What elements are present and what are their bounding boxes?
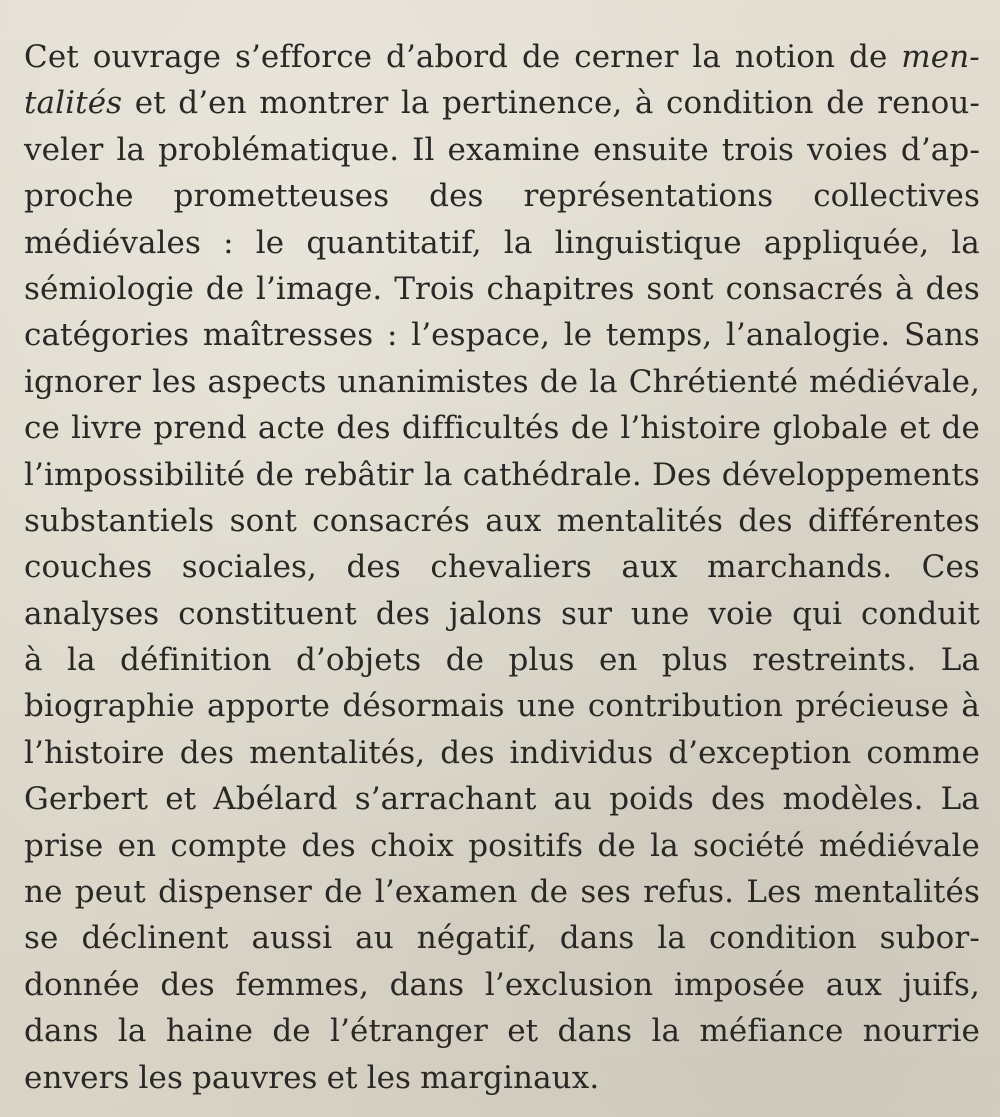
text-line xyxy=(24,266,980,312)
word: examine xyxy=(447,131,581,168)
word: catégories xyxy=(24,317,190,354)
word: différentes xyxy=(807,502,980,539)
word: comme xyxy=(866,734,980,771)
word: le xyxy=(563,317,593,354)
word: appliquée, xyxy=(763,224,930,261)
word: et xyxy=(326,1059,358,1096)
word: renou- xyxy=(877,85,980,122)
word: nourrie xyxy=(862,1013,980,1050)
word: choix xyxy=(370,827,454,864)
word: au xyxy=(553,781,593,818)
word: l’analogie. xyxy=(725,317,891,354)
word: société xyxy=(692,827,805,864)
word: l’examen xyxy=(374,874,518,911)
text-line xyxy=(24,823,980,869)
text-line xyxy=(24,359,980,405)
word: mentalités xyxy=(813,874,980,911)
word: sur xyxy=(561,595,613,632)
word: des xyxy=(160,966,215,1003)
text-line xyxy=(24,591,980,637)
text-line xyxy=(24,173,980,219)
word: apporte xyxy=(206,688,331,725)
word: à xyxy=(24,642,43,679)
word: positifs xyxy=(468,827,584,864)
word: de xyxy=(826,85,865,122)
word: des xyxy=(375,595,431,632)
word: sont xyxy=(646,270,714,307)
word: unanimistes xyxy=(337,363,529,400)
word: désormais xyxy=(342,688,505,725)
word: marginaux. xyxy=(420,1059,600,1096)
word: conduit xyxy=(861,595,980,632)
text-line xyxy=(24,80,980,126)
word: maîtresses xyxy=(202,317,374,354)
word: cerner xyxy=(574,39,679,75)
word: contribution xyxy=(587,688,784,725)
word: Les xyxy=(746,874,802,911)
word: Ces xyxy=(921,549,980,586)
word: rebâtir xyxy=(304,456,414,493)
word: plus xyxy=(661,642,728,679)
text-line xyxy=(24,915,980,961)
word: la xyxy=(657,920,686,957)
word: des xyxy=(925,270,980,307)
word: les xyxy=(138,1059,183,1096)
word: peut xyxy=(74,874,146,911)
word: la xyxy=(116,131,146,168)
word: d’abord xyxy=(386,39,509,75)
word: de xyxy=(849,39,888,75)
word: précieuse xyxy=(795,688,950,725)
word: condition xyxy=(666,85,814,122)
text-line xyxy=(24,127,980,173)
word: temps, xyxy=(605,317,713,354)
word: la xyxy=(589,363,618,400)
word: Il xyxy=(412,131,435,168)
word: : xyxy=(387,317,398,354)
word: des xyxy=(440,734,495,771)
word: dans xyxy=(24,1013,99,1050)
word: dispenser xyxy=(158,874,312,911)
word: le xyxy=(255,224,285,261)
word: constituent xyxy=(178,595,357,632)
word: notion xyxy=(734,39,836,75)
word: proche xyxy=(24,178,134,215)
word: de xyxy=(445,642,485,679)
word: ce xyxy=(24,410,60,447)
word: envers xyxy=(24,1059,130,1096)
word: l’image. xyxy=(255,270,383,307)
word: médiévale xyxy=(818,827,980,864)
word: sociales, xyxy=(181,549,318,586)
word: sémiologie xyxy=(24,270,194,307)
word: des xyxy=(301,827,356,864)
italic-word: men- xyxy=(901,39,980,75)
word: se xyxy=(24,920,59,957)
text-line xyxy=(24,312,980,358)
word: à xyxy=(895,270,914,307)
italic-word: talités xyxy=(24,85,123,122)
text-line xyxy=(24,637,980,683)
word: les xyxy=(366,1059,412,1096)
text-line xyxy=(24,776,980,822)
word: la xyxy=(67,642,96,679)
word: substantiels xyxy=(24,502,215,539)
word: l’exclusion xyxy=(484,966,654,1003)
word: médiévale, xyxy=(809,363,980,400)
word: une xyxy=(630,595,690,632)
word: au xyxy=(355,920,394,957)
word: de xyxy=(205,270,245,307)
word: aspects xyxy=(207,363,327,400)
word: une xyxy=(516,688,576,725)
word: et xyxy=(165,781,197,818)
word: ne xyxy=(24,874,63,911)
word: difficultés xyxy=(401,410,560,447)
word: condition xyxy=(708,920,857,957)
word: en xyxy=(117,827,157,864)
word: des xyxy=(710,781,766,818)
word: Des xyxy=(652,456,712,493)
word: refus. xyxy=(643,874,735,911)
word: subor- xyxy=(879,920,980,957)
word: chapitres xyxy=(486,270,635,307)
word: déclinent xyxy=(81,920,229,957)
word: méfiance xyxy=(699,1013,844,1050)
word: à xyxy=(634,85,654,122)
word: analyses xyxy=(24,595,160,632)
word: biographie xyxy=(24,688,195,725)
word: quantitatif, xyxy=(306,224,482,261)
text-line xyxy=(24,220,980,266)
word: l’étranger xyxy=(330,1013,488,1050)
word: des xyxy=(346,549,401,586)
word: de xyxy=(521,39,561,75)
word: en xyxy=(598,642,638,679)
word: la xyxy=(117,1013,147,1050)
word: et xyxy=(134,85,166,122)
word: Gerbert xyxy=(24,781,149,818)
word: plus xyxy=(508,642,575,679)
text-line xyxy=(24,452,980,498)
word: des xyxy=(738,502,793,539)
word: qui xyxy=(792,595,843,632)
word: problématique. xyxy=(158,131,400,168)
word: aux xyxy=(621,549,678,586)
word: de xyxy=(255,456,294,493)
word: La xyxy=(940,781,980,818)
word: juifs, xyxy=(902,966,980,1003)
word: Sans xyxy=(903,317,980,354)
word: la xyxy=(650,827,679,864)
word: la xyxy=(503,224,533,261)
word: restreints. xyxy=(752,642,917,679)
word: s’arrachant xyxy=(354,781,537,818)
word: prise xyxy=(24,827,104,864)
word: des xyxy=(336,410,391,447)
word: et xyxy=(507,1013,539,1050)
text-line xyxy=(24,1055,980,1101)
word: marchands. xyxy=(707,549,893,586)
word: l’histoire xyxy=(24,734,165,771)
text-line xyxy=(24,962,980,1008)
word: pauvres xyxy=(191,1059,318,1096)
word: jalons xyxy=(448,595,543,632)
word: l’espace, xyxy=(411,317,551,354)
word: à xyxy=(961,688,980,725)
word: veler xyxy=(24,131,104,168)
word: haine xyxy=(165,1013,254,1050)
word: la xyxy=(651,1013,681,1050)
word: la xyxy=(692,39,721,75)
word: sont xyxy=(229,502,297,539)
word: la xyxy=(951,224,980,261)
word: l’histoire xyxy=(620,410,762,447)
word: trois xyxy=(721,131,795,168)
word: livre xyxy=(71,410,143,447)
word: de xyxy=(941,410,980,447)
word: globale xyxy=(772,410,889,447)
word: prometteuses xyxy=(173,178,390,215)
word: de xyxy=(272,1013,311,1050)
word: des xyxy=(179,734,235,771)
word: individus xyxy=(509,734,654,771)
word: : xyxy=(223,224,234,261)
word: prend xyxy=(153,410,247,447)
word: les xyxy=(152,363,197,400)
word: poids xyxy=(609,781,694,818)
word: de xyxy=(324,874,363,911)
word: aussi xyxy=(251,920,333,957)
word: aux xyxy=(485,502,542,539)
word: ignorer xyxy=(24,363,142,400)
word: de xyxy=(570,410,610,447)
word: imposée xyxy=(673,966,806,1003)
word: des xyxy=(429,178,484,215)
word: cathédrale. xyxy=(462,456,642,493)
word: ensuite xyxy=(593,131,709,168)
word: consacrés xyxy=(725,270,884,307)
word: pertinence, xyxy=(442,85,623,122)
text-line xyxy=(24,34,980,80)
word: et xyxy=(899,410,931,447)
word: la xyxy=(400,85,430,122)
word: d’exception xyxy=(668,734,852,771)
word: négatif, xyxy=(416,920,537,957)
word: l’impossibilité xyxy=(24,456,246,493)
word: dans xyxy=(557,1013,633,1050)
word: d’ap- xyxy=(900,131,980,168)
word: mentalités, xyxy=(249,734,426,771)
word: d’en xyxy=(178,85,247,122)
word: d’objets xyxy=(295,642,422,679)
word: représentations xyxy=(523,178,774,215)
word: femmes, xyxy=(235,966,369,1003)
word: voie xyxy=(708,595,774,632)
text-line xyxy=(24,683,980,729)
word: de xyxy=(597,827,636,864)
word: montrer xyxy=(259,85,389,122)
word: la xyxy=(423,456,453,493)
word: Chrétienté xyxy=(628,363,799,400)
word: chevaliers xyxy=(430,549,592,586)
word: Trois xyxy=(394,270,475,307)
word: donnée xyxy=(24,966,140,1003)
word: mentalités xyxy=(556,502,723,539)
word: aux xyxy=(825,966,882,1003)
word: compte xyxy=(170,827,288,864)
text-line xyxy=(24,1008,980,1054)
word: ouvrage xyxy=(92,39,222,75)
word: dans xyxy=(389,966,465,1003)
word: médiévales xyxy=(24,224,202,261)
word: Abélard xyxy=(213,781,338,818)
text-line xyxy=(24,869,980,915)
word: La xyxy=(940,642,980,679)
word: consacrés xyxy=(312,502,470,539)
word: linguistique xyxy=(554,224,742,261)
word: acte xyxy=(257,410,325,447)
word: ses xyxy=(580,874,631,911)
text-line xyxy=(24,730,980,776)
word: définition xyxy=(120,642,272,679)
text-line xyxy=(24,498,980,544)
word: de xyxy=(529,874,569,911)
word: Cet xyxy=(24,39,79,75)
word: dans xyxy=(559,920,635,957)
word: s’efforce xyxy=(234,39,373,75)
word: voies xyxy=(807,131,888,168)
word: couches xyxy=(24,549,153,586)
word: modèles. xyxy=(782,781,924,818)
word: collectives xyxy=(813,178,980,215)
text-line xyxy=(24,405,980,451)
word: de xyxy=(539,363,579,400)
body-paragraph xyxy=(24,34,980,1101)
text-line xyxy=(24,544,980,590)
word: développements xyxy=(721,456,980,493)
